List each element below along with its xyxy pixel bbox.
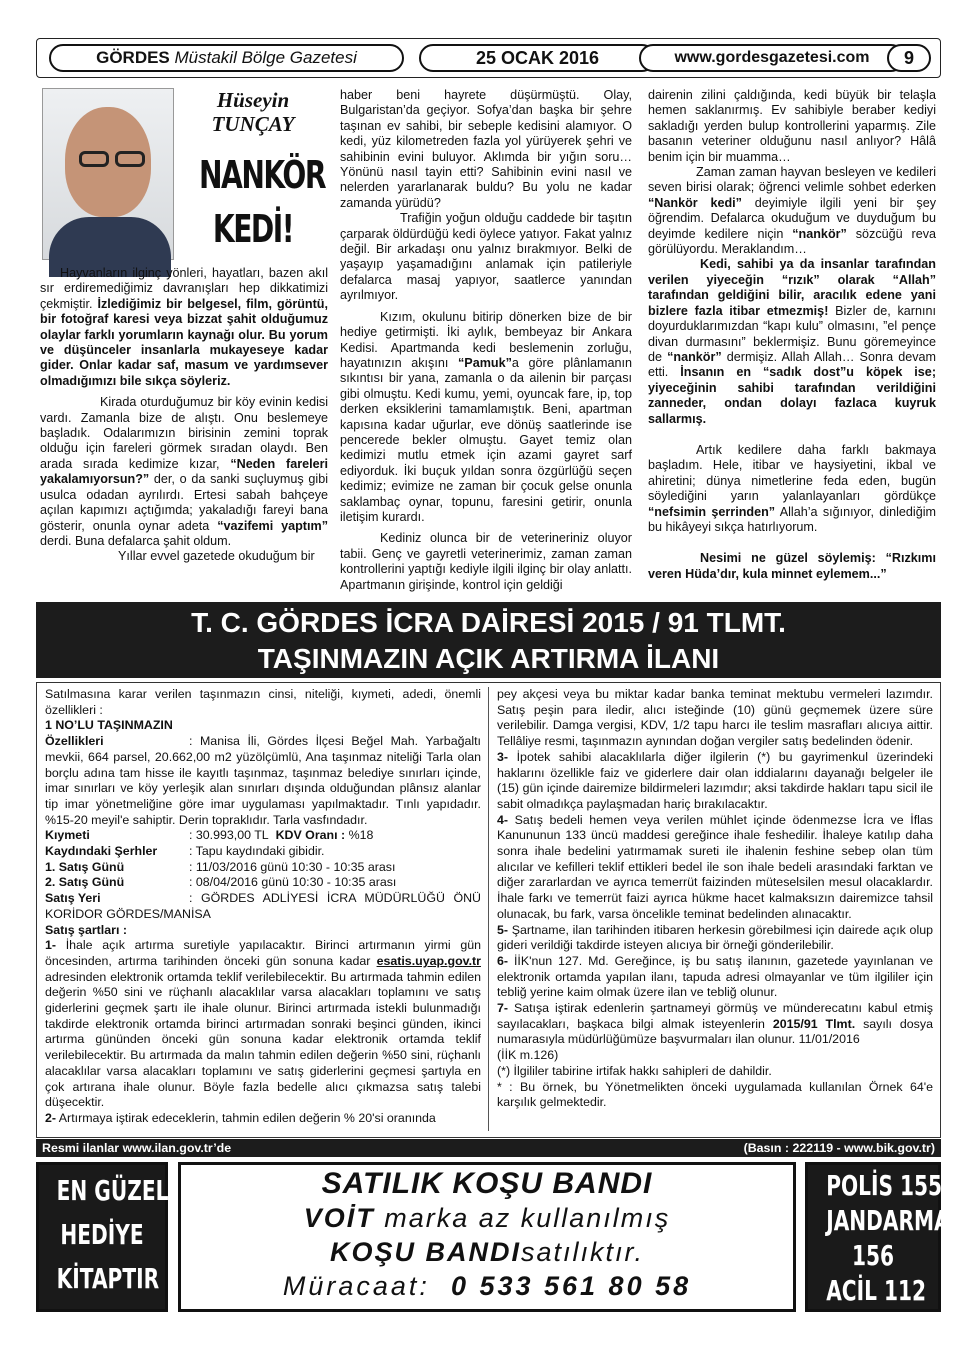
article-column-1 — [40, 266, 328, 584]
footnote-1: (*) İlgililer tabirine irtifak hakkı sahipleri de dahildir. — [497, 1063, 772, 1078]
sale-place-row: Satış Yeri : GÖRDES ADLİYESİ İCRA MÜDÜRLÜĞÜ ÖNÜ KORİDOR GÖRDES/MANİSA — [45, 891, 481, 921]
paper-name-pill — [49, 44, 404, 72]
auction-title-1: T. C. GÖRDES İCRA DAİRESİ 2015 / 91 TLMT. — [191, 607, 786, 638]
conditions-heading: Satış şartları : — [45, 922, 127, 937]
gendarmerie-number: 156 — [851, 1239, 895, 1272]
paragraph: Kediniz olunca bir de veterineriniz oluyor tabii. Genç ve gayretli veterinerimiz, zaman zaman kontrollerini yaptığı kediyle ilgili ilginç bir olay anlattı. Apartmanın girişinde, kontrol için geldiği — [340, 531, 632, 592]
notice-footer — [36, 1139, 941, 1157]
article-column-3 — [648, 88, 936, 584]
sale-day-2-row: 2. Satış Günü : 08/04/2016 günü 10:30 - 10:35 arası — [45, 875, 397, 890]
author-first-name: Hüseyin — [216, 88, 290, 112]
paragraph: Artık kedilere daha farklı bakmaya başladım. Hele, itibar ve haysiyetini, ikbal ve ahiretini; dünya nimetlerine feda eden, bugün söylediğini yarın yalanlayanları gördükçe “nefsimin şerrinden” Allah’a sığınıyor, dinlediğim bu hikâyeyi sıkça hatırlıyorum. — [648, 442, 936, 534]
paragraph: dairenin zilini çaldığında, kedi büyük bir telaşla hemen saklanırmış. Ev sahibiyle beraber kediyi sakladığı yerden bulup kontrollerini yaparmış. Zile basanın veteriner olduğunu nasıl anlıyor? Hâlâ benim için bir muamma… — [648, 88, 936, 164]
gendarmerie-label: JANDARMA — [826, 1204, 950, 1237]
paragraph: Zaman zaman hayvan besleyen ve kedileri seven birisi olarak; öğrenci velimle sohbet ederken “Nankör kedi” deyimiyle ilgili yeni bir şey öğrendim. Defalarca okuduğum ve duyduğum bu deyimde kedilere niçin “nankör” sözcüğü reva görülüyordu. Meraklandım… — [648, 165, 937, 257]
book-gift-box — [36, 1162, 168, 1312]
headline-line-1: NANKÖR — [198, 153, 326, 197]
condition-2-cont: pey akçesi veya bu miktar kadar banka teminat mektubu vermeleri lazımdır. Satış peşin para iledir, alıcı isteğinde (10) günü geçmemek üzere süre verilebilir. Damga vergisi, KDV, 1/2 tapu harcı ile teslim masrafları alıcıya aittir. Tellâliye resmi, taşınmazın aynından doğan vergiler satış bedelinden ödenir. — [497, 687, 933, 749]
sale-day-1-row: 1. Satış Günü : 11/03/2016 günü 10:30 - 10:35 arası — [45, 859, 396, 874]
annotations-row: Kaydındaki Şerhler : Tapu kaydındaki gibidir. — [45, 844, 325, 859]
column-divider — [488, 687, 489, 1131]
book-line-1: EN GÜZEL — [56, 1174, 169, 1207]
treadmill-contact: Müracaat: 0 533 561 80 58 — [282, 1271, 692, 1301]
auction-notice-body — [36, 682, 941, 1138]
condition-2: 2- Artırmaya iştirak edeceklerin, tahmin edilen değerin % 20'si oranında — [45, 1110, 436, 1125]
paragraph: Kızım, okulunu bitirip dönerken bize de bir hediye getirmişti. İki aylık, bembeyaz bir Ankara Kedisi. Apartmanda kedi beslemenin zorluğu, hayatınızın akışını “Pamuk”a göre plânlamanın sıkıntısı bir yana, zamanla o da ailenin bir parçası gibi olmuştu. Kedi kumu, yemi, oyuncak fare, ip, top derken eksiklerini tamamlamıştık. Beni, apartman kapısına kadar uğurlar, eve dönüş saatlerinde ise pencerede bekler olmuştu. Gayet temiz olan kedimizi mutlu etmek için azami gayret sarf ediyorduk. İki buçuk yıldan sonra özgürlüğü seçen kedimiz; evimize ne zaman bir çocuk gelse onunla saklambaç oynar, topunu, faresini getirir, onunla iletişim kurardı. — [340, 309, 633, 524]
footer-left[interactable]: Resmi ilanlar www.ilan.gov.tr’de — [42, 1141, 232, 1155]
paragraph: Nesimi ne güzel söylemiş: “Rızkımı veren Hüda’dır, kula minnet eylemem...” — [648, 551, 936, 581]
phone-number[interactable]: 0 533 561 80 58 — [450, 1271, 692, 1301]
treadmill-ad-box — [178, 1162, 796, 1312]
article-column-2 — [340, 88, 633, 592]
value-row: Kıymeti : 30.993,00 TL KDV Oranı : %18 — [45, 828, 374, 843]
treadmill-title: SATILIK KOŞU BANDI — [321, 1167, 653, 1200]
author-photo — [42, 88, 174, 260]
notice-column-left — [45, 687, 481, 1135]
issue-date: 25 OCAK 2016 — [419, 44, 656, 72]
paragraph: Trafiğin yoğun olduğu caddede bir taşıtın çarparak öldürdüğü kedi öylece yatıyor. Fakat yalnız değil. Bir arkadaşı onu yalnız bırakmıyor. Belki de yaşayıp yaşamadığını anlamak için patileriyle defalarca masaj yapıyor, saatlerce yanından ayrılmıyor. — [340, 211, 632, 303]
paragraph: Hayvanların ilginç yönleri, hayatları, bazen akıl sır erdiremediğimiz davranışları hep dikkatimizi çekmiştir. İzlediğimiz bir belgesel, film, görüntü, bir fotoğraf karesi veya bizzat şahit olduğumuz olaylar farklı yorumların kaynağı olur. Bu yorum ve düşünceler insanlarla mukayeseye kadar gider. Onlar kadar saf, masum ve yardımsever olmadığımızı bile sıkça söyleriz. — [40, 266, 329, 388]
paragraph: Yıllar evvel gazetede okuduğum bir — [118, 549, 315, 564]
website-link[interactable]: www.gordesgazetesi.com — [639, 44, 905, 72]
paragraph: Kirada oturduğumuz bir köy evinin kedisi vardı. Zamanla bize de alıştı. Onu beslemeye başladık. Odalarımızın birisinin zemini toprak olduğu için fareleri görmek sıradan olaydı. Ben arada sırada kedimize kızar, “Neden fareleri yakalamıyorsun?” der, o da sanki suçluymuş gibi usulca odadan ayrılırdı. Ertesi sabah bahçeye açılan kapımızı açtığımda; yakaladığı fareyi bana gösterir, onunla oynar adeta “vazifemi yaptım” derdi. Buna defalarca şahit oldum. — [40, 395, 329, 548]
book-line-3: KİTAPTIR — [56, 1262, 160, 1295]
paragraph: haber beni hayrete düşürmüştü. Olay, Bulgaristan’da geçiyor. Sofya’dan başka bir şehre taşınan ev sahibi, bir sebeple kedisini alamıyor. O kedi, yüz kilometreden fazla yol yürüyerek şehri ve sahibinin evini buluyor. Aklımda bir yığın soru… Yönünü nasıl tayin etti? Sahibinin evini nasıl ve nelerden yararlanarak buldu? Bu yolu ne kadar zamanda yürüdü? — [340, 88, 632, 210]
footnote-2: * : Bu örnek, bu Yönetmelikten önceki uygulamada kullanılan Örnek 64'e karşılık gelmektedir. — [497, 1079, 933, 1110]
notice-column-right — [497, 687, 933, 1135]
author-name — [178, 88, 328, 136]
book-line-2: HEDİYE — [60, 1218, 144, 1251]
condition-4: 4- Satış bedeli hemen veya verilen mühlet içinde ödenmezse İcra ve İflas Kanununun 133 üncü maddesi gereğince ihale feshedilir. İhaleye katılıp daha sonra ihale bedelini yatırmamak sureti ile ihalenin feshine sebep olan tüm alıcılar ve kefilleri teklif ettikleri bedel ile son ihale bedeli arasındaki farktan ve diğer zararlardan ve ayrıca temerrüt faizinden müteselsilen mesul olacaklardır. İhale farkı ve temerrüt faizi ayrıca hükme hacet kalmaksızın dairemizce tahsil olunacak, bu fark, varsa öncelikle teminat bedelinden alınacaktır. — [497, 812, 933, 921]
footer-right[interactable]: (Basın : 222119 - www.bik.gov.tr) — [743, 1141, 935, 1155]
treadmill-line-3: KOŞU BANDIsatılıktır. — [329, 1237, 645, 1267]
esatis-link[interactable]: esatis.uyap.gov.tr — [376, 953, 481, 968]
condition-1: 1- İhale açık artırma suretiyle yapılacaktır. Birinci artırmanın yirmi gün öncesinden, artırma tarihinden önceki gün sonuna kadar esatis.uyap.gov.tr adresinden elektronik ortamda teklif verilebilecektir. Bu artırmada tahmin edilen değerin %50 sini ve rüçhanlı alacaklılar varsa alacakları toplamını ve satış giderlerini geçmek şartı ile ihale olunur. Birinci artırmada istekli bulunmadığı takdirde elektronik ortamda birinci artırmadan sonraki beşinci günden, ikinci artırma gününden önceki gün sonuna kadar elektronik ortamda teklif verilebilecektir. Bu artırmada da malın tahmin edilen değerin %50 sini, rüçhanlı alacaklılar varsa alacakları toplamını ve satış giderlerini geçmesi şartıyla en çok artırana ihale olunur. Böyle fazla bedelle alıcı çıkmazsa satış talebi düşecektir. — [45, 938, 481, 1110]
paper-name: GÖRDES — [96, 48, 170, 67]
condition-6: 6- İİK'nun 127. Md. Gereğince, iş bu satış ilanının, gazetede yayınlanan ve elektronik ortamda yapılan ilanı, tapuda adresi olmayanlar ve tüm ilgililer için tebliğ yerine kaim olmak üzere ilan ve tebliğ olunur. — [497, 953, 933, 1000]
auction-notice-banner — [36, 602, 941, 678]
paper-tagline: Müstakil Bölge Gazetesi — [174, 48, 357, 67]
notice-intro: Satılmasına karar verilen taşınmazın cinsi, niteliği, kıymeti, adedi, önemli özellikleri : — [45, 687, 481, 717]
masthead-bar — [36, 38, 941, 78]
condition-5: 5- Şartname, ilan tarihinden itibaren herkesin görebilmesi için dairede açık olup gideri verildiği takdirde isteyen alıcıya bir örneği gönderilebilir. — [497, 922, 933, 953]
article-headline — [198, 148, 326, 256]
emergency-number: ACİL 112 — [826, 1274, 927, 1307]
item-number: 1 NO’LU TAŞINMAZIN — [45, 718, 173, 733]
law-reference: (İİK m.126) — [497, 1048, 559, 1063]
condition-7: 7- Satışa iştirak edenlerin şartnameyi görmüş ve münderecatını kabul etmiş sayılacakları, başkaca bilgi almak isteyenlerin 2015/91 Tlmt. sayılı dosya numarasıyla müdürlüğümüze başvurmaları ilan olunur. 11/01/2016 — [497, 1001, 933, 1047]
police-number: POLİS 155 — [826, 1169, 943, 1202]
property-features: Özellikleri : Manisa İli, Gördes İlçesi Beğel Mah. Yarbağaltı mevkii, 664 parsel, 20.662,00 m2 yüzölçümlü, Ana taşınmaz niteliği Tarla olan borçlu adına tam hisse ile kayıtlı taşınmaz, taşınmaz belediye sınırları içinde, imar sınırları ve köy yerleşik alan sınırları dışında olduğundan plânsız alanlar tip imar yönetmeliğine göre imar uygulaması yapılmaktadır. Tınlı yapıdadır. %15-20 meyil'e sahiptir. Derin topraklıdır. Tarla vasfındadır. — [45, 734, 481, 827]
treadmill-line-2: VOİT marka az kullanılmış — [303, 1203, 671, 1233]
author-last-name: TUNÇAY — [211, 112, 295, 136]
paragraph: Kedi, sahibi ya da insanlar tarafından verilen yiyeceğin “rızık” olarak “Allah” tarafından geldiğini bilir, aracılık edene yani bizlere fazla itibar etmezmiş! Bizler de, karnını doyurduklarımızdan “kapı kulu” olmasını, ”el pençe divan durmasını” beklermişiz. Bunu göremeyince de “nankör” dermişiz. Allah Allah… Sonra devam etti. İnsanın en “sadık dost”u köpek ise; yiyeceğinin sahibi tarafından verildiğini zanneder, ondan dolayı fazlaca kuyruk sallarmış. — [648, 257, 937, 426]
headline-line-2: KEDİ! — [212, 207, 294, 251]
condition-3: 3- İpotek sahibi alacaklılarla diğer ilgilerin (*) bu gayrimenkul üzerindeki haklarını özellikle faiz ve giderlere dair olan iddialarını dayanağı belgeler ile (15) gün içinde dairemize bildirmeleri lazımdır; aksi takdirde hakları tapu sicil ile sabit olmadıkça paylaşmadan hariç bırakılacaktır. — [497, 749, 933, 811]
page-number: 9 — [887, 44, 931, 72]
emergency-numbers-box — [805, 1162, 950, 1312]
auction-title-2: TAŞINMAZIN AÇIK ARTIRMA İLANI — [257, 643, 720, 674]
